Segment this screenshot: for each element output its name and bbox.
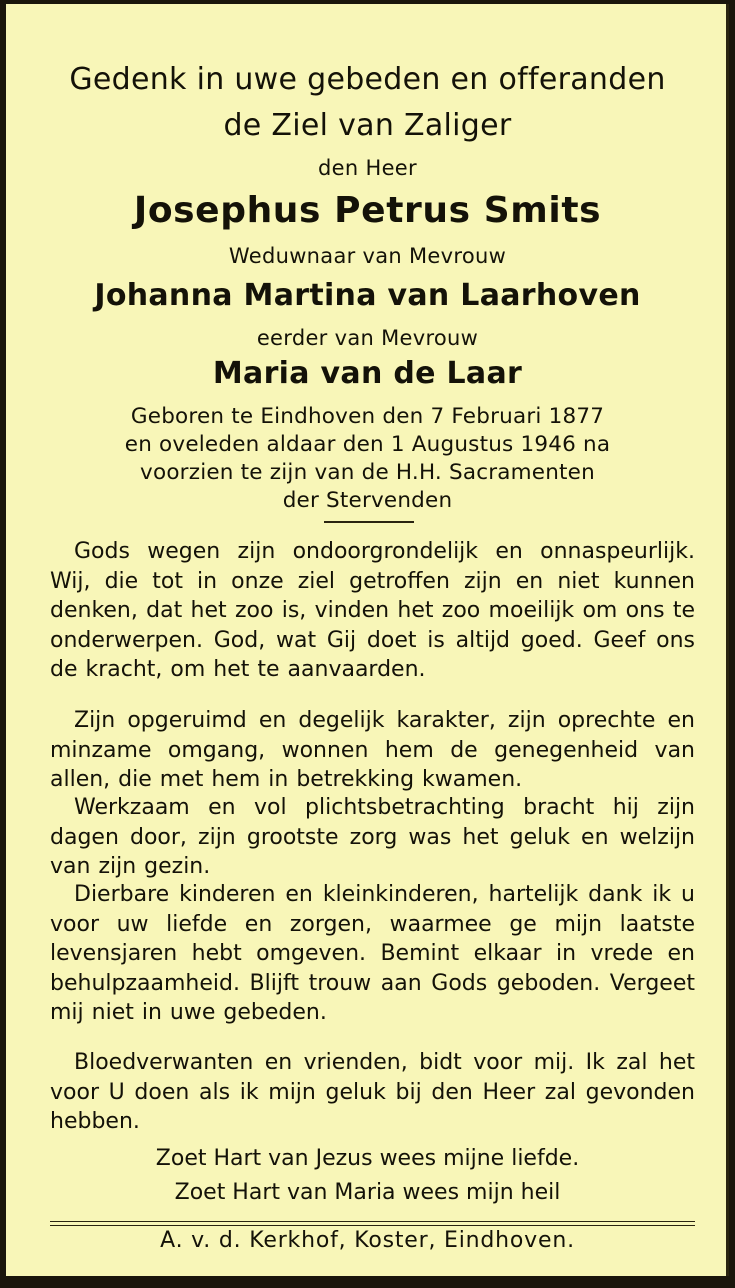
spouse2-name: Maria van de Laar — [212, 356, 523, 391]
paragraph-5-text: Bloedverwanten en vrienden, bidt voor mij. Ik zal het voor U doen als ik mijn geluk bij den Heer zal gevonden hebben. — [50, 1050, 695, 1134]
heading-line-1: Gedenk in uwe gebeden en offeranden — [69, 62, 666, 97]
paragraph-4-text: Dierbare kinderen en kleinkinderen, hartelijk dank ik u voor uw liefde en zorgen, waarmee ge mijn laatste levensjaren hebt omgeven. Bemint elkaar in vrede en behulpzaamheid. Blijft trouw aan Gods geboden. Vergeet mij niet in uwe gebeden. — [50, 882, 695, 1025]
prayer-line-1: Zoet Hart van Jezus wees mijne liefde. — [155, 1146, 580, 1171]
paragraph-4 — [50, 880, 695, 1028]
birth-line-3: voorzien te zijn van de H.H. Sacramenten — [140, 460, 595, 485]
paragraph-3-text: Werkzaam en vol plichtsbetrachting bracht hij zijn dagen door, zijn grootste zorg was het geluk en welzijn van zijn gezin. — [50, 795, 695, 879]
deceased-name: Josephus Petrus Smits — [133, 190, 602, 231]
birth-line-2: en oveleden aldaar den 1 Augustus 1946 na — [124, 432, 611, 457]
heading-line-2: de Ziel van Zaliger — [223, 108, 512, 143]
memorial-card — [6, 4, 729, 1276]
prayer-line-2: Zoet Hart van Maria wees mijn heil — [174, 1180, 561, 1205]
paragraph-2-text: Zijn opgeruimd en degelijk karakter, zijn oprechte en minzame omgang, wonnen hem de genegenheid van allen, die met hem in betrekking kwamen. — [50, 708, 695, 792]
birth-line-4: der Stervenden — [282, 488, 453, 513]
birth-line-1: Geboren te Eindhoven den 7 Februari 1877 — [130, 404, 605, 429]
short-divider — [324, 521, 414, 523]
printer-credit: A. v. d. Kerkhof, Koster, Eindhoven. — [160, 1228, 575, 1253]
spouse1-name: Johanna Martina van Laarhoven — [94, 278, 641, 313]
bottom-divider — [50, 1221, 695, 1226]
heading-line-3: den Heer — [318, 156, 417, 180]
paragraph-2 — [50, 706, 695, 795]
spouse1-intro: Weduwnaar van Mevrouw — [228, 244, 507, 268]
paragraph-5 — [50, 1048, 695, 1137]
spouse2-intro: eerder van Mevrouw — [256, 326, 479, 350]
paragraph-3 — [50, 793, 695, 882]
paragraph-1 — [50, 537, 695, 685]
paragraph-1-text: Gods wegen zijn ondoorgrondelijk en onnaspeurlijk. Wij, die tot in onze ziel getroffen zijn en niet kunnen denken, dat het zoo is, vinden het zoo moeilijk om ons te onderwerpen. God, wat Gij doet is altijd goed. Geef ons de kracht, om het te aanvaarden. — [50, 539, 695, 682]
